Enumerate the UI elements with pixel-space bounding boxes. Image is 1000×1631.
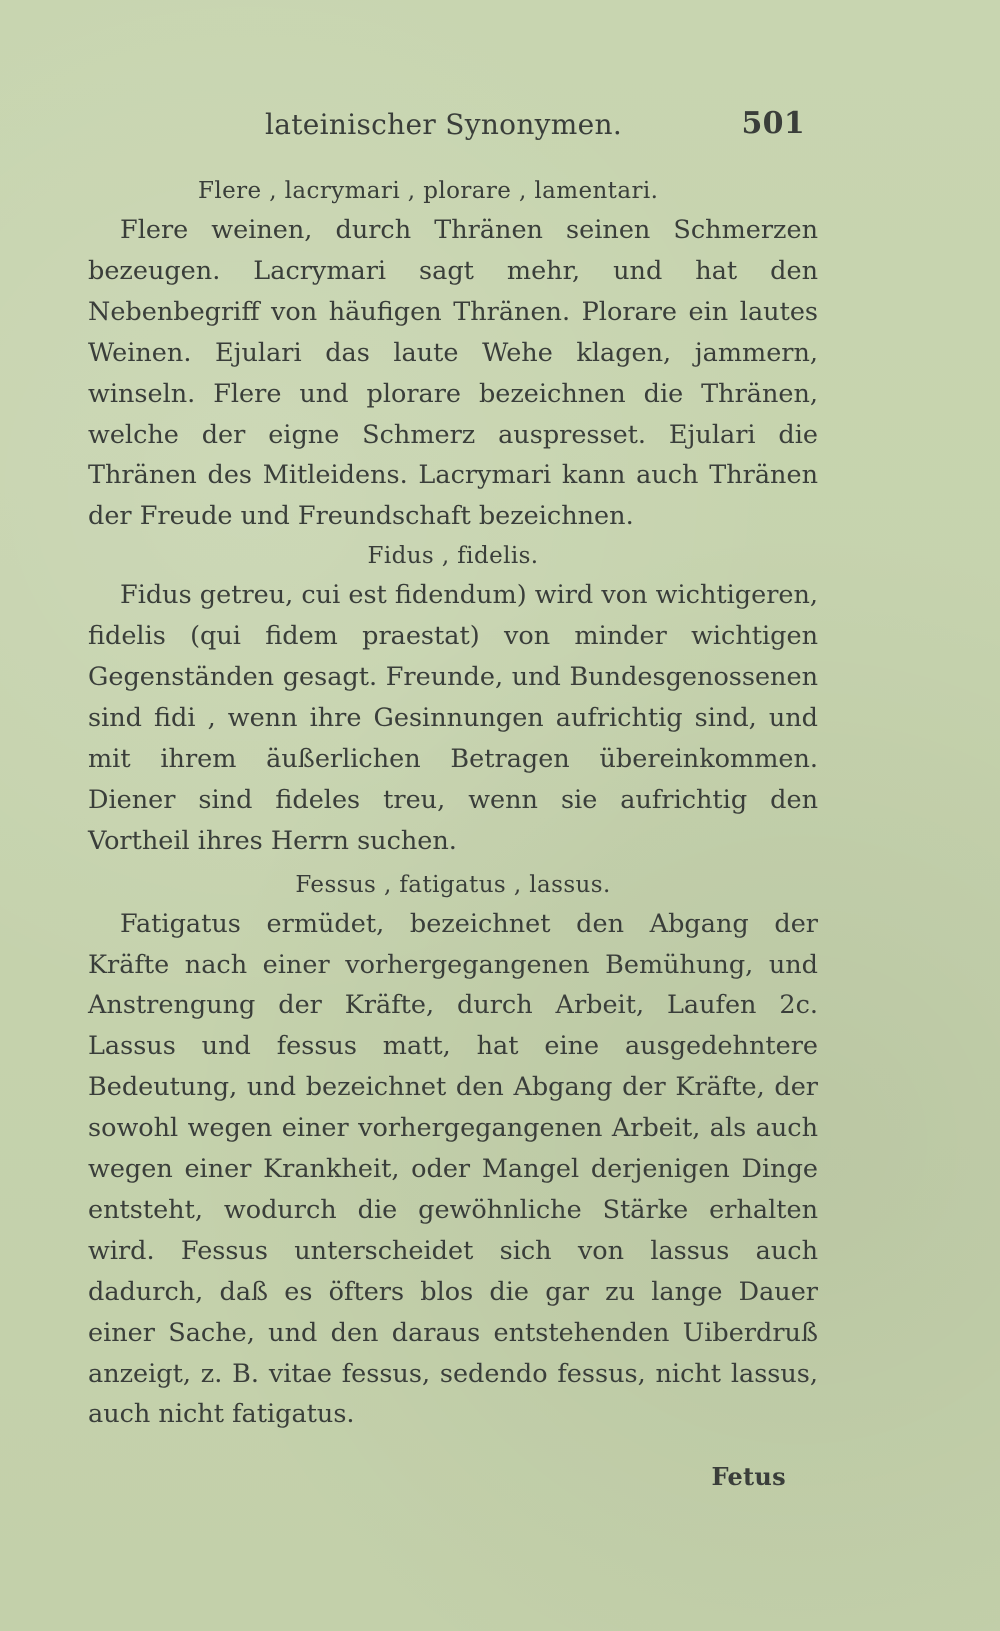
entry-heading-flere: Flere , lacrymari , plorare , lamentari.	[198, 178, 659, 204]
entry-text-fidus: Fidus getreu, cui est fidendum) wird von wichtigeren, fidelis (qui fidem praestat) von minder wichtigen Gegenständen gesagt. Freunde, und Bundesgenossenen sind fidi , wenn ihre Gesinnungen aufrichtig sind, und mit ihrem äußerlichen Betragen übereinkommen. Diener sind fideles treu, wenn sie aufrichtig den Vortheil ihres Herrn suchen.	[88, 580, 818, 856]
entry-text-fessus: Fatigatus ermüdet, bezeichnet den Abgang der Kräfte nach einer vorhergegangenen Bemühung, und Anstrengung der Kräfte, durch Arbeit, Laufen 2c. Lassus und fessus matt, hat eine ausgedehntere Bedeutung, und bezeichnet den Abgang der Kräfte, der sowohl wegen einer vorhergegangenen Arbeit, als auch wegen einer Krankheit, oder Mangel derjenigen Dinge entsteht, wodurch die gewöhnliche Stärke erhalten wird. Fessus unterscheidet sich von lassus auch dadurch, daß es öfters blos die gar zu lange Dauer einer Sache, und den daraus entstehenden Uiberdruß anzeigt, z. B. vitae fessus, sedendo fessus, nicht lassus, auch nicht fatigatus.	[88, 908, 818, 1430]
entry-text-flere: Flere weinen, durch Thränen seinen Schmerzen bezeugen. Lacrymari sagt mehr, und hat den Nebenbegriff von häufigen Thränen. Plorare ein lautes Weinen. Ejulari das laute Wehe klagen, jammern, winseln. Flere und plorare bezeichnen die Thränen, welche der eigne Schmerz auspresset. Ejulari die Thränen des Mitleidens. Lacrymari kann auch Thränen der Freude und Freundschaft bezeichnen.	[88, 215, 818, 532]
entry-heading-fidus: Fidus , fidelis.	[367, 543, 539, 570]
page-body	[88, 172, 818, 1435]
catchword: Fetus	[711, 1462, 786, 1491]
page-number: 501	[741, 106, 805, 141]
entry-heading-fessus: Fessus , fatigatus , lassus.	[295, 871, 611, 898]
running-title: lateinischer Synonymen.	[265, 108, 623, 141]
page-header	[265, 108, 805, 148]
